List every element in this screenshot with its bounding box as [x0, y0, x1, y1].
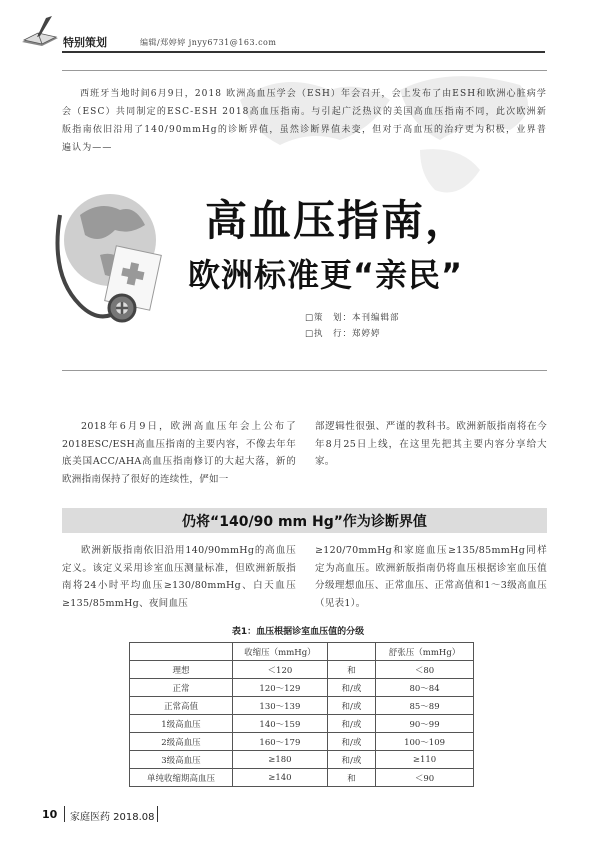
intro-paragraph: 西班牙当地时间6月9日，2018 欧洲高血压学会（ESH）年会召开，会上发布了由ESH和欧洲心脏病学会（ESC）共同制定的ESC-ESH 2018高血压指南。与引起广泛热议的美国高血压指南不同，此次欧洲新版指南依旧沿用了140/90mmHg的诊断界值，虽然诊断界值未变，但对于高血压的治疗更为积极，业界普遍认为—— — [62, 89, 547, 153]
table-cell: 85～89 — [376, 697, 474, 715]
credit-planning — [305, 311, 400, 323]
table-caption: 表1：血压根据诊室血压值的分级 — [231, 627, 365, 637]
table-cell: 130～139 — [232, 697, 327, 715]
section-heading-bar — [62, 508, 547, 533]
credit-name: 郑婷婷 — [352, 329, 381, 339]
table-cell: 120～129 — [232, 679, 327, 697]
table-header-cell — [130, 643, 233, 661]
sub-title: 欧洲标准更“亲民” — [188, 256, 464, 294]
table-cell: 和/或 — [327, 697, 375, 715]
credit-role: □执 行： — [305, 329, 353, 339]
table-row — [130, 751, 474, 769]
table-cell: 单纯收缩期高血压 — [130, 769, 233, 787]
table-row — [130, 769, 474, 787]
table-cell: 100～109 — [376, 733, 474, 751]
table-cell: ≥140 — [232, 769, 327, 787]
table-cell: 和/或 — [327, 751, 375, 769]
table-cell: ＜80 — [376, 661, 474, 679]
footer-divider — [157, 806, 158, 822]
table-cell: ≥110 — [376, 751, 474, 769]
table-header-row — [130, 643, 474, 661]
table-cell: 3级高血压 — [130, 751, 233, 769]
table-header-cell — [327, 643, 375, 661]
footer-divider — [64, 806, 65, 822]
magazine-issue: 家庭医药 2018.08 — [70, 812, 155, 823]
section-heading: 仍将“140/90 mm Hg”作为诊断界值 — [182, 514, 427, 530]
book-pen-icon — [18, 12, 62, 52]
table-row — [130, 697, 474, 715]
table-row — [130, 715, 474, 733]
table-cell: ＜120 — [232, 661, 327, 679]
table-cell: 1级高血压 — [130, 715, 233, 733]
column-tag: 特别策划 — [63, 36, 107, 49]
main-title: 高血压指南， — [205, 196, 470, 245]
globe-stethoscope-illustration — [40, 175, 170, 335]
table-cell: 理想 — [130, 661, 233, 679]
table-row — [130, 733, 474, 751]
header-divider — [62, 51, 545, 53]
table-cell: 正常 — [130, 679, 233, 697]
table-cell: 80～84 — [376, 679, 474, 697]
section-paragraph-left: 欧洲新版指南依旧沿用140/90mmHg的高血压定义。该定义采用诊室血压测量标准，但欧洲新版指南将24小时平均血压≥130/80mmHg、白天血压≥135/85mmHg、夜间血压 — [62, 545, 296, 609]
table-cell: ＜90 — [376, 769, 474, 787]
intro-top-rule — [62, 70, 547, 71]
table-header-cell: 收缩压（mmHg） — [232, 643, 327, 661]
credit-name: 本刊编辑部 — [352, 313, 400, 323]
header-logo — [18, 12, 62, 52]
table-cell: 和 — [327, 661, 375, 679]
table-cell: 和/或 — [327, 715, 375, 733]
table-cell: 和 — [327, 769, 375, 787]
table-cell: 和/或 — [327, 679, 375, 697]
body-paragraph-right: 部逻辑性很强、严谨的教科书。欧洲新版指南将在今年8月25日上线，在这里先把其主要内容分享给大家。 — [315, 421, 547, 467]
credit-role: □策 划： — [305, 313, 353, 323]
title-bottom-rule — [62, 370, 547, 371]
table-row — [130, 661, 474, 679]
table-cell: 正常高值 — [130, 697, 233, 715]
table-cell: 140～159 — [232, 715, 327, 733]
table-cell: ≥180 — [232, 751, 327, 769]
body-paragraph-left: 2018年6月9日，欧洲高血压年会上公布了2018ESC/ESH高血压指南的主要内容，不像去年年底美国ACC/AHA高血压指南修订的大起大落，新的欧洲指南保持了很好的连续性，俨如一 — [62, 421, 296, 485]
editor-line: 编辑/郑婷婷 jnyy6731@163.com — [140, 38, 277, 47]
table-header-cell: 舒张压（mmHg） — [376, 643, 474, 661]
section-paragraph-right: ≥120/70mmHg和家庭血压≥135/85mmHg同样定为高血压。欧洲新版指南仍将血压根据诊室血压值分级理想血压、正常血压、正常高值和1～3级高血压（见表1）。 — [315, 545, 547, 609]
table-cell: 90～99 — [376, 715, 474, 733]
table-cell: 2级高血压 — [130, 733, 233, 751]
bp-classification-table — [129, 642, 474, 787]
table-cell: 160～179 — [232, 733, 327, 751]
table-cell: 和/或 — [327, 733, 375, 751]
table-row — [130, 679, 474, 697]
page-number: 10 — [42, 808, 58, 821]
credit-execution — [305, 327, 381, 339]
